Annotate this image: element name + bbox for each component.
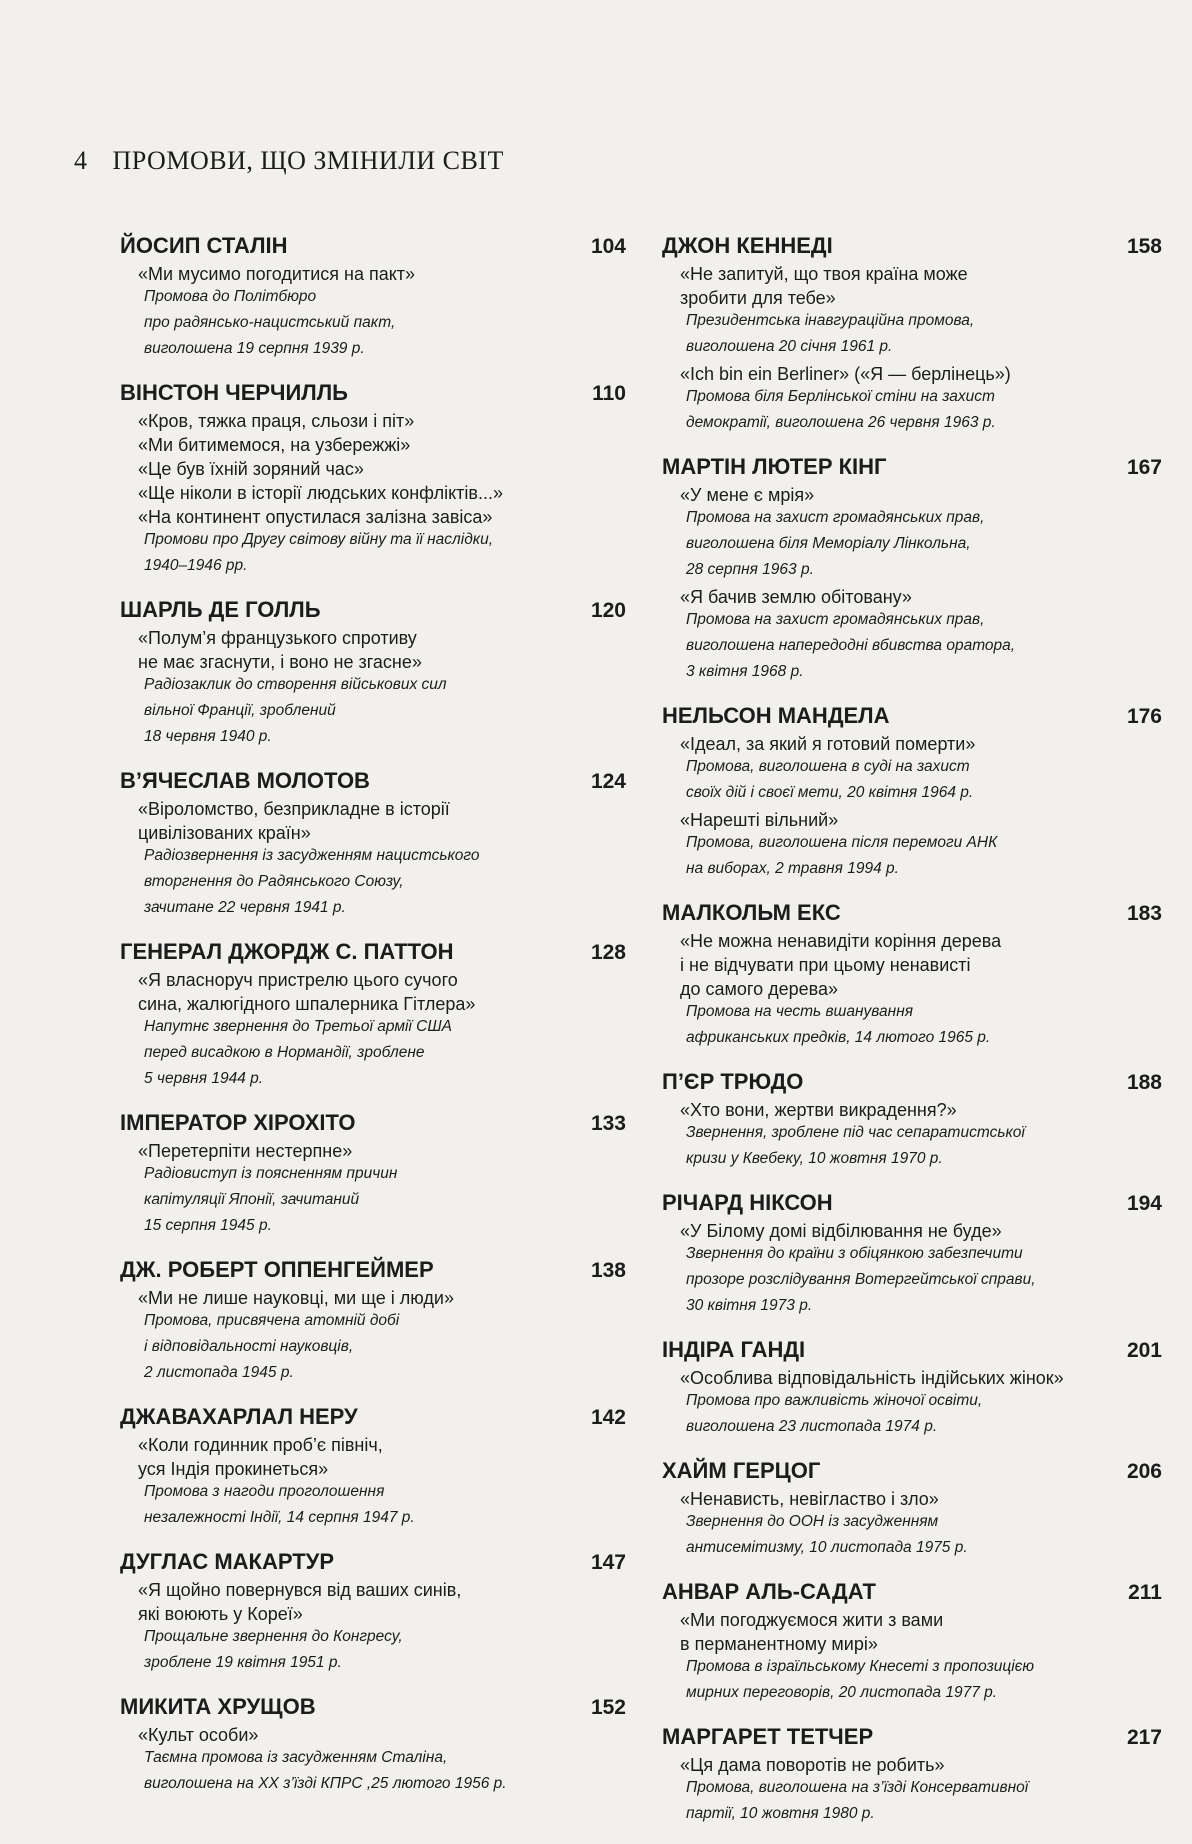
speech-description: виголошена на ХХ з’їзді КПРС ,25 лютого 1956 р. [144, 1775, 507, 1792]
speech-quote: цивілізованих країн» [138, 823, 311, 843]
speech-quote: «Віроломство, безприкладне в історії [138, 799, 450, 819]
speaker-name: МАРГАРЕТ ТЕТЧЕР [662, 1724, 874, 1749]
speaker-name: НЕЛЬСОН МАНДЕЛА [662, 703, 890, 728]
speaker-name: ДЖОН КЕННЕДІ [662, 233, 833, 258]
speech-item [680, 1367, 1162, 1437]
entry-heading [662, 1189, 1162, 1218]
toc-entry [662, 899, 1162, 1048]
speech-item [680, 1099, 1162, 1169]
toc-right-column [662, 232, 1162, 1844]
entry-heading [662, 1457, 1162, 1486]
speech-description: Промова в ізраїльському Кнесеті з пропозицією [686, 1658, 1035, 1675]
speech-description: Промови про Другу світову війну та її наслідки, [144, 531, 494, 548]
page-ref: 183 [1126, 902, 1162, 925]
page-ref: 188 [1126, 1071, 1162, 1094]
speech-description: Таємна промова із засудженням Сталіна, [144, 1749, 448, 1766]
page-ref: 152 [590, 1696, 626, 1719]
toc-entry [120, 938, 626, 1089]
speech-item [680, 363, 1162, 433]
entry-heading [120, 1256, 626, 1285]
speech-quote: «Я щойно повернувся від ваших синів, [138, 1580, 462, 1600]
speaker-name: МИКИТА ХРУЩОВ [120, 1694, 316, 1719]
speech-quote: «Ми мусимо погодитися на пакт» [138, 264, 416, 284]
speech-description: вторгнення до Радянського Союзу, [144, 873, 404, 890]
entry-heading [120, 938, 626, 967]
toc-entry [662, 453, 1162, 682]
speech-quote: «Ich bin ein Berliner» («Я — берлінець») [680, 364, 1011, 384]
speech-quote: «Хто вони, жертви викрадення?» [680, 1100, 957, 1120]
speech-description: 30 квітня 1973 р. [686, 1297, 813, 1314]
speech-quote: «Нарешті вільний» [680, 810, 839, 830]
speech-quote: «Полум’я французького спротиву [138, 628, 417, 648]
toc-entry [120, 1403, 626, 1528]
page-ref: 158 [1126, 235, 1162, 258]
book-title: ПРОМОВИ, ЩО ЗМІНИЛИ СВІТ [112, 146, 504, 175]
speech-description: Промова, присвячена атомній добі [144, 1312, 400, 1329]
entry-heading [120, 379, 626, 408]
speech-description: Промова на честь вшанування [686, 1003, 914, 1020]
speech-item [680, 733, 1162, 803]
entry-heading [662, 232, 1162, 261]
speech-description: демократії, виголошена 26 червня 1963 р. [686, 414, 996, 431]
speech-description: про радянсько-нацистський пакт, [144, 314, 396, 331]
toc-entry [662, 702, 1162, 879]
page-ref: 206 [1126, 1460, 1162, 1483]
speech-description: Промова про важливість жіночої освіти, [686, 1392, 983, 1409]
speech-description: прозоре розслідування Вотергейтської справи, [686, 1271, 1036, 1288]
speech-description: Звернення до країни з обіцянкою забезпечити [686, 1245, 1023, 1262]
entry-heading [120, 596, 626, 625]
speaker-name: П’ЄР ТРЮДО [662, 1069, 804, 1094]
toc-entry [662, 1189, 1162, 1316]
entry-heading [120, 1109, 626, 1138]
speech-description: виголошена 20 січня 1961 р. [686, 338, 893, 355]
toc-entry [120, 767, 626, 918]
speech-quote: «Кров, тяжка праця, сльози і піт» [138, 411, 415, 431]
page-ref: 124 [590, 770, 626, 793]
speech-quote: «Я власноруч пристрелю цього сучого [138, 970, 458, 990]
speech-description: Радіозаклик до створення військових сил [144, 676, 447, 693]
speech-quote: не має згаснути, і воно не згасне» [138, 652, 422, 672]
speech-description: 28 серпня 1963 р. [686, 561, 814, 578]
speech-description: Радіовиступ із поясненням причин [144, 1165, 398, 1182]
entry-heading [662, 1068, 1162, 1097]
entry-heading [120, 1693, 626, 1722]
speech-description: 5 червня 1944 р. [144, 1070, 264, 1087]
speech-quote: «Культ особи» [138, 1725, 259, 1745]
toc-entry [120, 232, 626, 359]
speech-item [680, 1609, 1162, 1703]
entry-heading [120, 232, 626, 261]
speaker-name: ІМПЕРАТОР ХІРОХІТО [120, 1110, 356, 1135]
speech-description: Промова з нагоди проголошення [144, 1483, 385, 1500]
speech-quote: «Ще ніколи в історії людських конфліктів...» [138, 483, 503, 503]
speech-item [680, 1488, 1162, 1558]
speaker-name: ІНДІРА ГАНДІ [662, 1337, 806, 1362]
speech-item [680, 809, 1162, 879]
entry-heading [662, 1723, 1162, 1752]
toc-entry [120, 1548, 626, 1673]
speech-quote: «У Білому домі відбілювання не буде» [680, 1221, 1002, 1241]
page-ref: 201 [1126, 1339, 1162, 1362]
speech-quote: «У мене є мрія» [680, 485, 815, 505]
page-number: 4 [74, 146, 88, 175]
speech-description: зроблене 19 квітня 1951 р. [144, 1654, 342, 1671]
speech-description: і відповідальності науковців, [144, 1338, 354, 1355]
speech-description: Промова, виголошена після перемоги АНК [686, 834, 998, 851]
speaker-name: ДЖАВАХАРЛАЛ НЕРУ [120, 1404, 358, 1429]
speech-description: виголошена напередодні вбивства оратора, [686, 637, 1016, 654]
speech-quote: «Ідеал, за який я готовий померти» [680, 734, 976, 754]
speech-quote: «Перетерпіти нестерпне» [138, 1141, 353, 1161]
page-ref: 104 [590, 235, 626, 258]
speech-item [680, 930, 1162, 1048]
speech-description: Радіозвернення із засудженням нацистського [144, 847, 480, 864]
speech-description: Напутнє звернення до Третьої армії США [144, 1018, 452, 1035]
entry-heading [662, 702, 1162, 731]
speaker-name: ГЕНЕРАЛ ДЖОРДЖ С. ПАТТОН [120, 939, 454, 964]
speech-description: Промова на захист громадянських прав, [686, 509, 985, 526]
speech-description: партії, 10 жовтня 1980 р. [686, 1805, 875, 1822]
entry-heading [662, 1336, 1162, 1365]
page-ref: 167 [1126, 456, 1162, 479]
page-ref: 133 [590, 1112, 626, 1135]
speech-description: 2 листопада 1945 р. [144, 1364, 294, 1381]
speech-description: 15 серпня 1945 р. [144, 1217, 272, 1234]
speaker-name: ДУГЛАС МАКАРТУР [120, 1549, 335, 1574]
page-ref: 110 [592, 382, 626, 405]
speaker-name: ХАЙМ ГЕРЦОГ [662, 1458, 821, 1483]
speech-description: Промова до Політбюро [144, 288, 317, 305]
running-head [74, 146, 504, 176]
speaker-name: ВІНСТОН ЧЕРЧИЛЛЬ [120, 380, 348, 405]
speech-item [138, 969, 626, 1089]
speech-quote: «Коли годинник проб’є північ, [138, 1435, 383, 1455]
page-ref: 147 [590, 1551, 626, 1574]
speech-item [680, 263, 1162, 357]
speech-description: незалежності Індії, 14 серпня 1947 р. [144, 1509, 415, 1526]
speaker-name: МАЛКОЛЬМ ЕКС [662, 900, 841, 925]
toc-entry [662, 1457, 1162, 1558]
speaker-name: РІЧАРД НІКСОН [662, 1190, 833, 1215]
entry-heading [120, 767, 626, 796]
speech-item [138, 1579, 626, 1673]
speaker-name: ДЖ. РОБЕРТ ОППЕНГЕЙМЕР [120, 1257, 434, 1282]
speech-item [680, 484, 1162, 580]
speech-quote: і не відчувати при цьому ненависті [680, 955, 971, 975]
toc-entry [662, 1723, 1162, 1824]
toc-entry [662, 1336, 1162, 1437]
toc-entry [120, 379, 626, 576]
speech-description: африканських предків, 14 лютого 1965 р. [686, 1029, 991, 1046]
page-ref: 176 [1126, 705, 1162, 728]
speech-description: своїх дій і своєї мети, 20 квітня 1964 р. [686, 784, 974, 801]
page-ref: 217 [1126, 1726, 1162, 1749]
speech-item [138, 1434, 626, 1528]
speech-description: 18 червня 1940 р. [144, 728, 272, 745]
toc-entry [120, 596, 626, 747]
speech-item [138, 1724, 626, 1794]
speech-description: виголошена 19 серпня 1939 р. [144, 340, 365, 357]
toc-entry [662, 232, 1162, 433]
speech-quote: зробити для тебе» [680, 288, 836, 308]
speech-description: виголошена біля Меморіалу Лінкольна, [686, 535, 971, 552]
speech-quote: уся Індія прокинеться» [138, 1459, 329, 1479]
speech-quote: сина, жалюгідного шпалерника Гітлера» [138, 994, 476, 1014]
speech-item [138, 263, 626, 359]
speech-description: Звернення, зроблене під час сепаратистської [686, 1124, 1025, 1141]
speech-quote: «Особлива відповідальність індійських жінок» [680, 1368, 1064, 1388]
page-ref: 138 [590, 1259, 626, 1282]
speech-description: 3 квітня 1968 р. [686, 663, 804, 680]
speech-quote: «Я бачив землю обітовану» [680, 587, 912, 607]
speech-description: вільної Франції, зроблений [144, 702, 336, 719]
speech-quote: «Не можна ненавидіти коріння дерева [680, 931, 1002, 951]
toc-entry [120, 1693, 626, 1794]
speech-quote: «Ця дама поворотів не робить» [680, 1755, 945, 1775]
speech-quote: «Ми битимемося, на узбережжі» [138, 435, 411, 455]
speech-item [138, 1287, 626, 1383]
speech-item [138, 410, 626, 576]
speaker-name: ЙОСИП СТАЛІН [120, 233, 288, 258]
entry-heading [120, 1403, 626, 1432]
toc-left-column [120, 232, 626, 1814]
speech-description: зачитане 22 червня 1941 р. [144, 899, 346, 916]
speech-description: кризи у Квебеку, 10 жовтня 1970 р. [686, 1150, 943, 1167]
speech-description: виголошена 23 листопада 1974 р. [686, 1418, 938, 1435]
toc-entry [662, 1578, 1162, 1703]
speech-description: Звернення до ООН із засудженням [686, 1513, 939, 1530]
speech-description: Промова, виголошена в суді на захист [686, 758, 970, 775]
speech-quote: «Не запитуй, що твоя країна може [680, 264, 968, 284]
entry-heading [662, 899, 1162, 928]
entry-heading [662, 1578, 1162, 1607]
speech-description: Промова на захист громадянських прав, [686, 611, 985, 628]
speech-item [138, 798, 626, 918]
speech-quote: до самого дерева» [680, 979, 839, 999]
speech-description: капітуляції Японії, зачитаний [144, 1191, 360, 1208]
toc-entry [662, 1068, 1162, 1169]
speaker-name: ШАРЛЬ ДЕ ГОЛЛЬ [120, 597, 321, 622]
page-ref: 142 [590, 1406, 626, 1429]
speech-quote: «Це був їхній зоряний час» [138, 459, 364, 479]
page-ref: 211 [1128, 1581, 1162, 1604]
speech-item [680, 1754, 1162, 1824]
speech-description: Промова біля Берлінської стіни на захист [686, 388, 995, 405]
speech-item [680, 1220, 1162, 1316]
entry-heading [662, 453, 1162, 482]
speech-item [138, 1140, 626, 1236]
speech-quote: які воюють у Кореї» [138, 1604, 303, 1624]
speech-quote: «На континент опустилася залізна завіса» [138, 507, 493, 527]
speech-description: Промова, виголошена на з’їзді Консервативної [686, 1779, 1029, 1796]
speech-item [138, 627, 626, 747]
page-ref: 120 [590, 599, 626, 622]
speech-description: 1940–1946 рр. [144, 557, 248, 574]
speech-description: мирних переговорів, 20 листопада 1977 р. [686, 1684, 998, 1701]
page-ref: 128 [590, 941, 626, 964]
toc-entry [120, 1109, 626, 1236]
speech-quote: «Ненависть, невігластво і зло» [680, 1489, 939, 1509]
speech-description: на виборах, 2 травня 1994 р. [686, 860, 899, 877]
speech-item [680, 586, 1162, 682]
page-ref: 194 [1126, 1192, 1162, 1215]
speaker-name: АНВАР АЛЬ-САДАТ [662, 1579, 876, 1604]
speech-quote: «Ми не лише науковці, ми ще і люди» [138, 1288, 454, 1308]
speaker-name: В’ЯЧЕСЛАВ МОЛОТОВ [120, 768, 370, 793]
speech-description: перед висадкою в Нормандії, зроблене [144, 1044, 425, 1061]
toc-entry [120, 1256, 626, 1383]
speech-quote: в перманентному мирі» [680, 1634, 878, 1654]
speaker-name: МАРТІН ЛЮТЕР КІНГ [662, 454, 887, 479]
speech-description: Прощальне звернення до Конгресу, [144, 1628, 403, 1645]
speech-quote: «Ми погоджуємося жити з вами [680, 1610, 944, 1630]
speech-description: антисемітизму, 10 листопада 1975 р. [686, 1539, 968, 1556]
entry-heading [120, 1548, 626, 1577]
speech-description: Президентська інавгураційна промова, [686, 312, 975, 329]
